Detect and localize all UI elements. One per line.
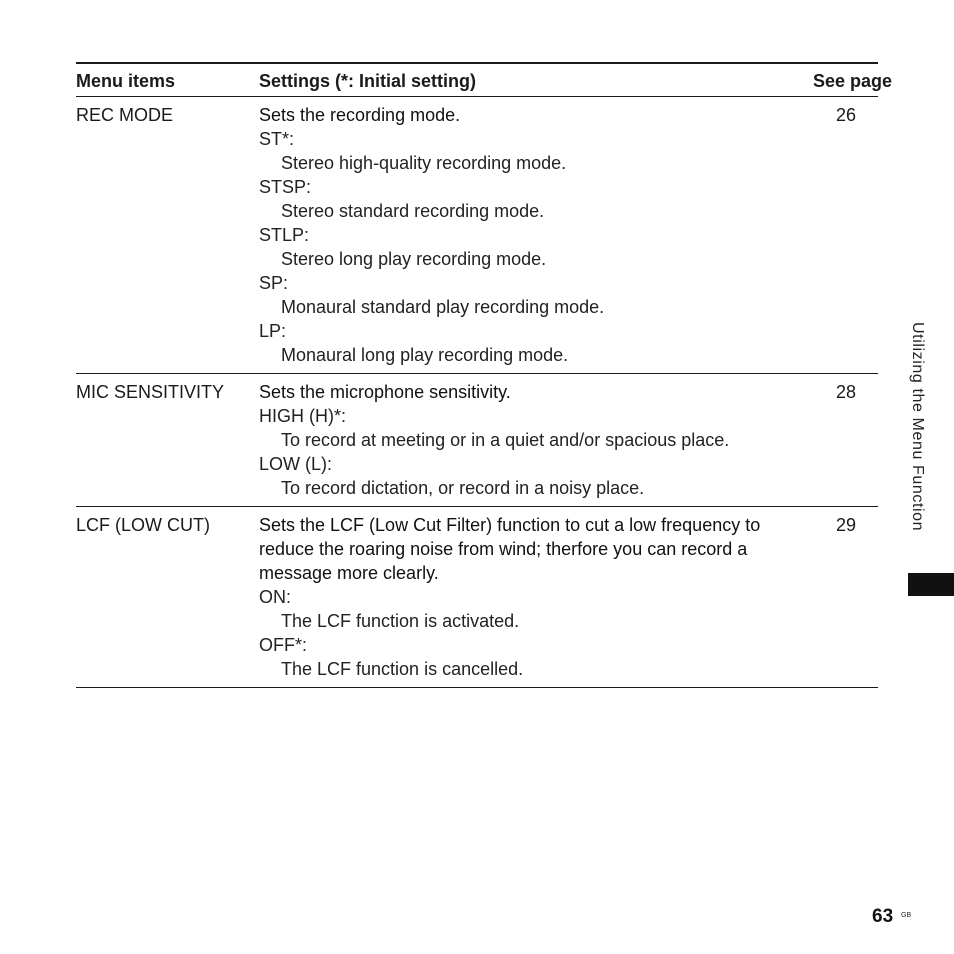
option-description: The LCF function is activated. (281, 611, 520, 631)
option-description: Stereo standard recording mode. (281, 201, 545, 221)
menu-item-settings (259, 374, 813, 507)
header-settings: Settings (*: Initial setting) (259, 71, 477, 91)
page-number: 63 (872, 906, 894, 927)
menu-item-name: MIC SENSITIVITY (76, 382, 225, 402)
option-description: Stereo high-quality recording mode. (281, 153, 567, 173)
menu-item-settings (259, 97, 813, 374)
option-description: To record at meeting or in a quiet and/or spacious place. (281, 430, 730, 450)
header-menu-items: Menu items (76, 71, 176, 91)
option-label: STSP: (259, 177, 312, 197)
option-label: HIGH (H)*: (259, 406, 346, 426)
option-label: STLP: (259, 225, 310, 245)
setting-description: Sets the LCF (Low Cut Filter) function to cut a low frequency to reduce the roaring noise from wind; therfore you can record a message more clearly. (259, 515, 761, 583)
section-side-label: Utilizing the Menu Function (909, 322, 926, 532)
option-description: The LCF function is cancelled. (281, 659, 524, 679)
option-label: ON: (259, 587, 292, 607)
page-language-suffix: GB (901, 912, 912, 919)
option-label: LOW (L): (259, 454, 333, 474)
option-label: LP: (259, 321, 287, 341)
option-description: To record dictation, or record in a noisy place. (281, 478, 645, 498)
menu-item-settings (259, 507, 813, 688)
table-row (76, 97, 878, 374)
menu-settings-table (76, 62, 893, 688)
table-row (76, 507, 878, 688)
option-description: Monaural long play recording mode. (281, 345, 569, 365)
header-see-page: See page (813, 71, 893, 91)
section-tab-marker (908, 573, 954, 596)
table-row (76, 374, 878, 507)
menu-item-name: REC MODE (76, 105, 174, 125)
option-description: Monaural standard play recording mode. (281, 297, 605, 317)
setting-description: Sets the microphone sensitivity. (259, 382, 511, 402)
table-header-row (76, 63, 878, 97)
menu-item-name: LCF (LOW CUT) (76, 515, 210, 535)
option-label: SP: (259, 273, 289, 293)
see-page-number: 29 (836, 515, 857, 535)
see-page-number: 28 (836, 382, 857, 402)
option-label: ST*: (259, 129, 295, 149)
see-page-number: 26 (836, 105, 857, 125)
option-description: Stereo long play recording mode. (281, 249, 547, 269)
setting-description: Sets the recording mode. (259, 105, 461, 125)
option-label: OFF*: (259, 635, 307, 655)
